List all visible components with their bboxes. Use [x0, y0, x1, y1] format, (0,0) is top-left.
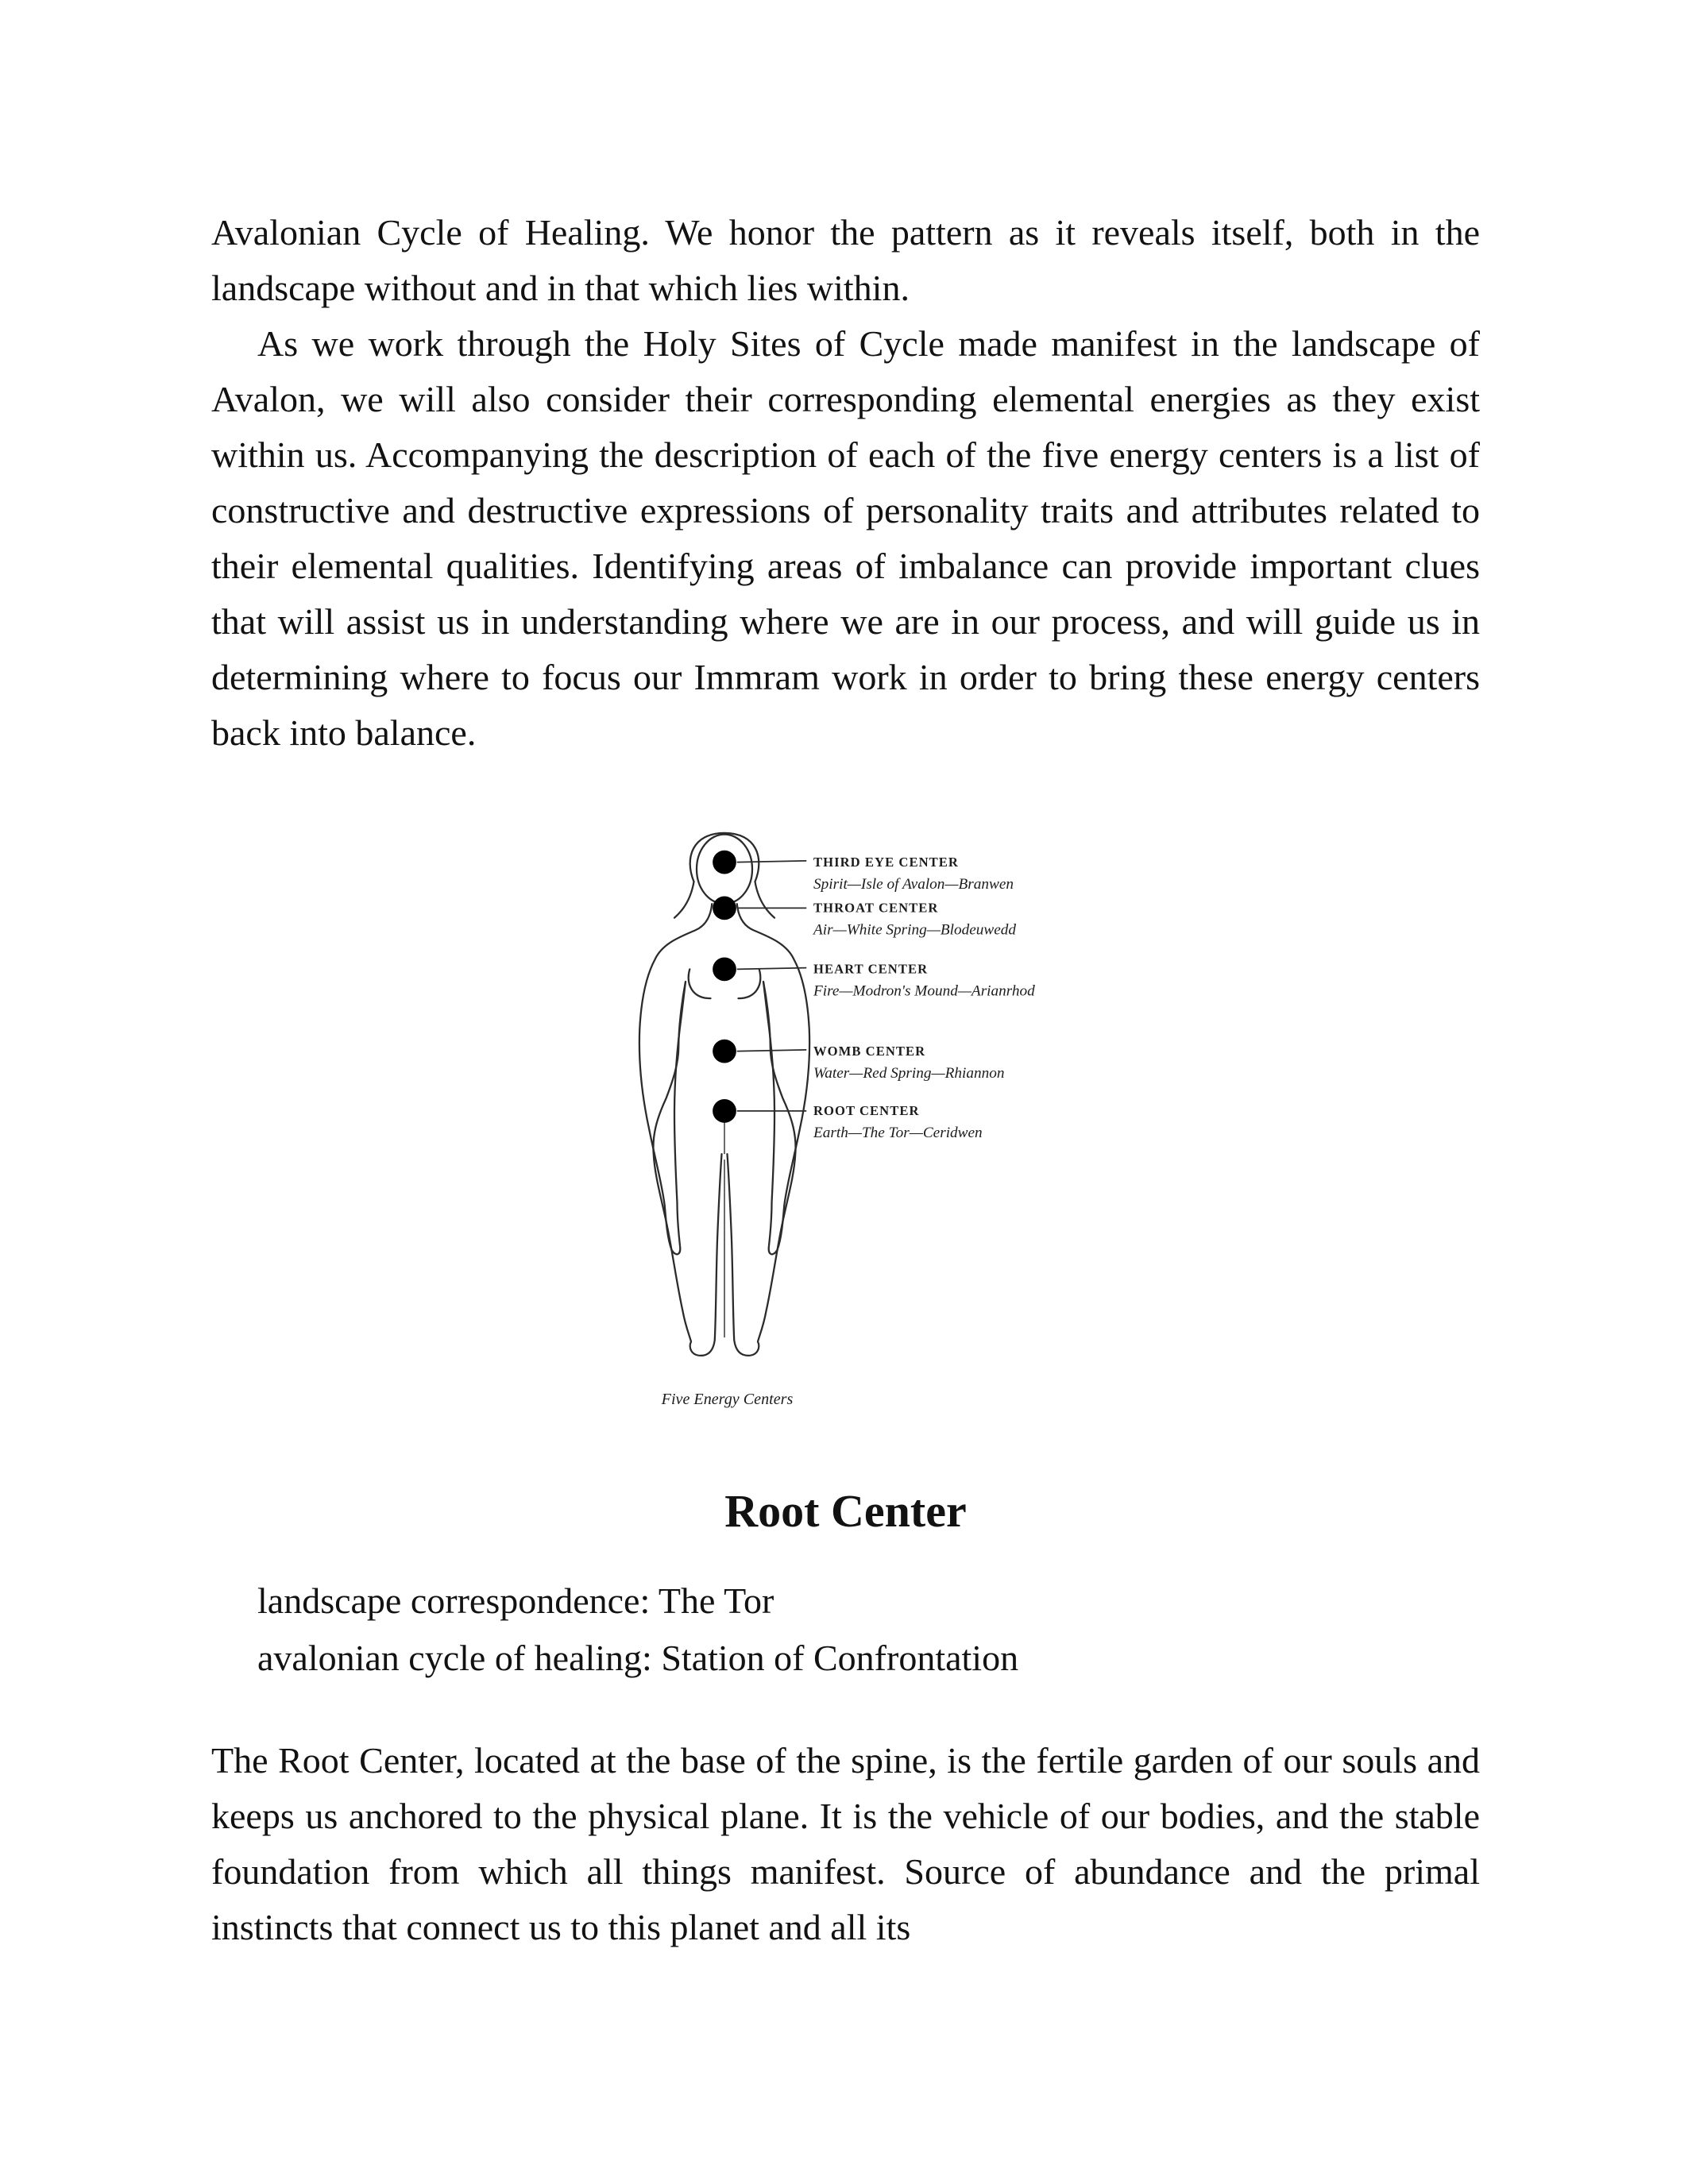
- womb-center-correspondence: Water—Red Spring—Rhiannon: [813, 1064, 1005, 1082]
- section-heading-root-center: Root Center: [724, 1485, 967, 1537]
- heart-center-label: HEART CENTER: [813, 961, 929, 977]
- root-center-label: ROOT CENTER: [813, 1103, 920, 1119]
- landscape-correspondence-line: landscape correspondence: The Tor: [257, 1580, 774, 1621]
- heart-center-dot: [713, 958, 736, 982]
- paragraph-root-center: The Root Center, located at the base of the spine, is the fertile garden of our souls and keeps us anchored to the physical plane. It is the vehicle of our bodies, and the stable foundation from which all things manifest. Source of abundance and the primal instincts that connect us to this planet and all its: [211, 1740, 1480, 1947]
- figure-caption: Five Energy Centers: [661, 1391, 794, 1409]
- five-energy-centers-diagram: [558, 826, 1114, 1417]
- paragraph-continuation: Avalonian Cycle of Healing. We honor the pattern as it reveals itself, both in the landscape without and in that which lies within.: [211, 212, 1480, 308]
- third-eye-center-dot: [713, 851, 736, 874]
- energy-centers-figure: [558, 826, 1114, 1417]
- section-correspondences: [211, 1572, 1480, 1687]
- third-eye-center-correspondence: Spirit—Isle of Avalon—Branwen: [813, 875, 1014, 893]
- root-center-correspondence: Earth—The Tor—Ceridwen: [813, 1125, 983, 1142]
- throat-center-label: THROAT CENTER: [813, 900, 939, 916]
- heart-connector-line: [737, 968, 807, 970]
- third-eye-connector-line: [737, 861, 807, 862]
- cycle-of-healing-line: avalonian cycle of healing: Station of Confrontation: [257, 1638, 1019, 1678]
- throat-center-dot: [713, 897, 736, 920]
- womb-center-label: WOMB CENTER: [813, 1043, 926, 1059]
- paragraph-holy-sites: As we work through the Holy Sites of Cycle made manifest in the landscape of Avalon, we will also consider their corresponding elemental energies as they exist within us. Accompanying the description of each of the five energy centers is a list of constructive and destructive expressions of personality traits and attributes related to their elemental qualities. Identifying areas of imbalance can provide important clues that will assist us in understanding where we are in our process, and will guide us in determining where to focus our Immram work in order to bring these energy centers back into balance.: [211, 323, 1480, 753]
- womb-connector-line: [737, 1050, 807, 1051]
- root-center-dot: [713, 1099, 736, 1123]
- heart-center-correspondence: Fire—Modron's Mound—Arianrhod: [813, 982, 1035, 1000]
- throat-center-correspondence: Air—White Spring—Blodeuwedd: [813, 921, 1017, 939]
- womb-center-dot: [713, 1040, 736, 1063]
- third-eye-center-label: THIRD EYE CENTER: [813, 854, 959, 870]
